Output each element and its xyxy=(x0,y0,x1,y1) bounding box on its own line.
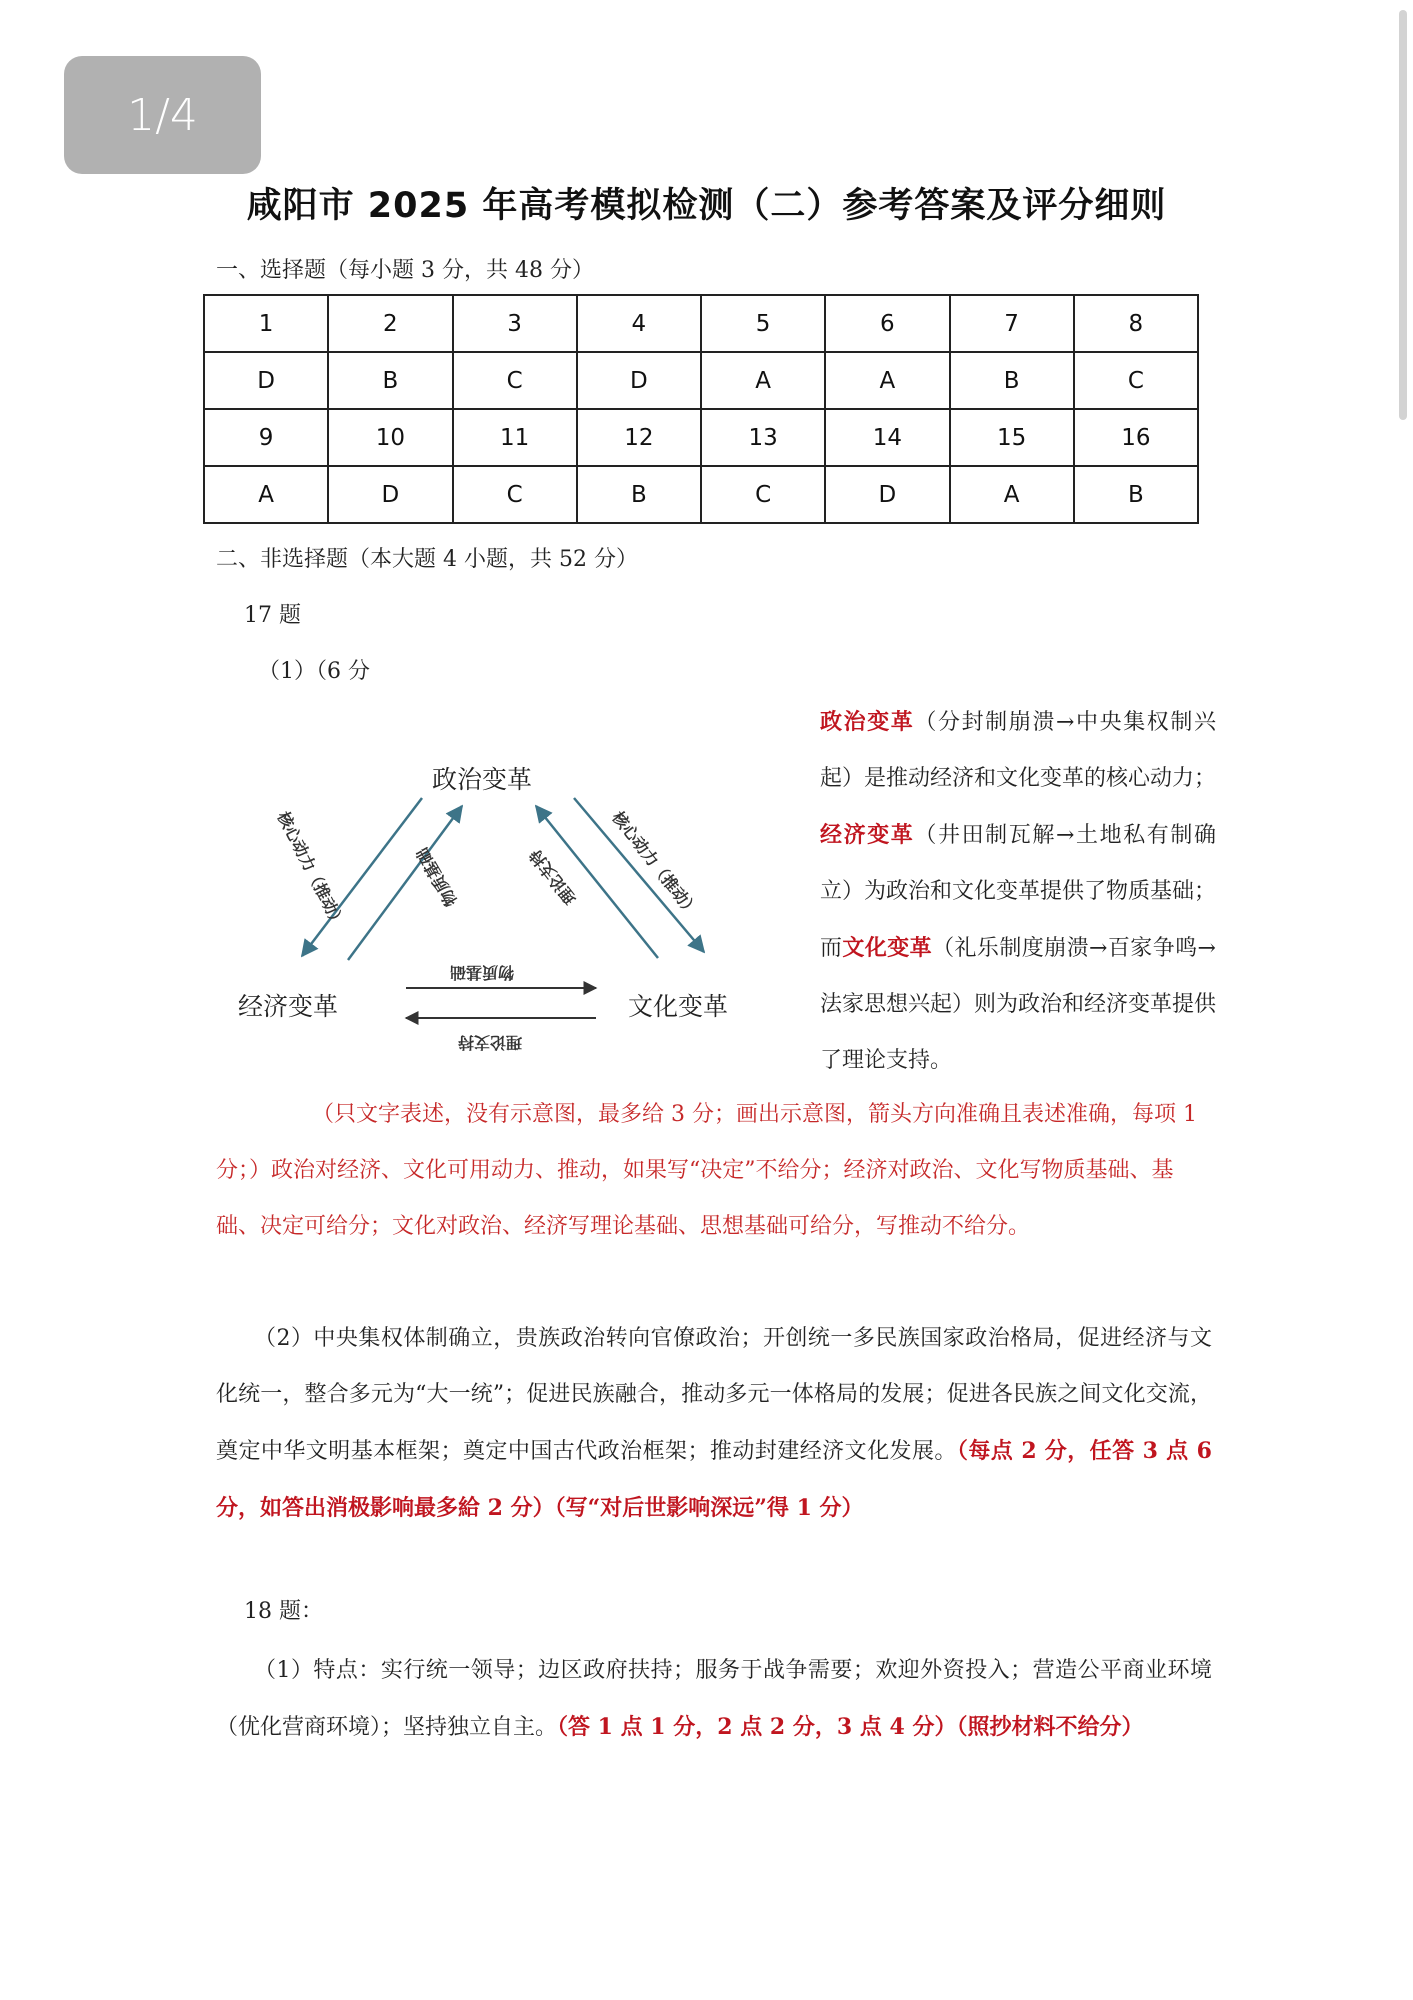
diagram-explanation xyxy=(768,694,1216,1089)
answer-cell: A xyxy=(950,466,1074,523)
explanation-text-1: （分封制崩溃→中央集权制兴起）是推动经济和文化变革的核心动力； xyxy=(820,710,1217,791)
q17-part1-label: （1）（6 分 xyxy=(258,659,370,684)
q18-part1-answer xyxy=(216,1643,1212,1756)
question-number-cell: 2 xyxy=(328,295,452,352)
explanation-text-3: （礼乐制度崩溃→百家争鸣→法家思想兴起）则为政治和经济变革提供了理论支持。 xyxy=(820,936,1217,1073)
diagram-node-culture: 文化变革 xyxy=(628,992,729,1021)
question-18-heading: 18 题： xyxy=(244,1599,323,1624)
answer-cell: C xyxy=(1074,352,1198,409)
question-number-cell: 7 xyxy=(950,295,1074,352)
answer-table xyxy=(203,294,1199,524)
answer-cell: B xyxy=(577,466,701,523)
question-number-cell: 4 xyxy=(577,295,701,352)
label-right-outer: 核心动力（推动） xyxy=(608,807,703,921)
term-economy: 经济变革 xyxy=(820,822,915,848)
answer-cell: D xyxy=(577,352,701,409)
answer-row xyxy=(204,466,1198,523)
q17-part2-rule: （每点 2 分，任答 3 点 6 分，如答出消极影响最多給 2 分）（写“对后世影响深远”得 1 分） xyxy=(216,1438,1212,1521)
section-heading-nonchoice: 二、非选择题（本大题 4 小题，共 52 分） xyxy=(216,547,638,572)
question-number-cell: 11 xyxy=(453,409,577,466)
label-left-outer: 核心动力（推动） xyxy=(273,808,349,932)
diagram-node-politics: 政治变革 xyxy=(432,765,533,794)
question-number-row xyxy=(204,295,1198,352)
question-17-heading: 17 题 xyxy=(244,603,301,628)
page-title: 咸阳市 2025 年高考模拟检测（二）参考答案及评分细则 xyxy=(246,186,1167,226)
arrow-politics-to-culture xyxy=(574,798,704,952)
label-right-inner: 理论支持 xyxy=(525,845,580,908)
label-left-inner: 物质基础 xyxy=(412,844,462,910)
answer-cell: A xyxy=(825,352,949,409)
question-number-cell: 3 xyxy=(453,295,577,352)
question-number-cell: 13 xyxy=(701,409,825,466)
q17-part2-text: （2）中央集权体制确立，贵族政治转向官僚政治；开创统一多民族国家政治格局，促进经济与文化统一，整合多元为“大一统”；促进民族融合，推动多元一体格局的发展；促进各民族之间文化交流，奠定中华文明基本框架；奠定中国古代政治框架；推动封建经济文化发展。 xyxy=(216,1326,1212,1464)
explanation-text-2: （井田制瓦解→土地私有制确立）为政治和文化变革提供了物质基础；而 xyxy=(820,823,1217,961)
answer-cell: B xyxy=(950,352,1074,409)
answer-cell: A xyxy=(701,352,825,409)
page-indicator: 1/4 xyxy=(64,56,261,174)
answer-cell: C xyxy=(701,466,825,523)
question-number-cell: 12 xyxy=(577,409,701,466)
label-bottom-bottom: 理论支持 xyxy=(458,1033,523,1052)
question-number-cell: 8 xyxy=(1074,295,1198,352)
question-number-cell: 14 xyxy=(825,409,949,466)
q17-part2-answer xyxy=(216,1311,1212,1537)
answer-cell: D xyxy=(204,352,328,409)
diagram-node-economy: 经济变革 xyxy=(238,992,339,1021)
question-number-cell: 1 xyxy=(204,295,328,352)
answer-cell: B xyxy=(1074,466,1198,523)
answer-row xyxy=(204,352,1198,409)
q18-part1-rule: （答 1 点 1 分，2 点 2 分，3 点 4 分）（照抄材料不给分） xyxy=(557,1714,1144,1740)
answer-cell: D xyxy=(825,466,949,523)
answer-cell: A xyxy=(204,466,328,523)
label-bottom-top: 物质基础 xyxy=(450,963,515,982)
question-number-cell: 10 xyxy=(328,409,452,466)
q17-part1-scoring-rule: （只文字表述，没有示意图，最多给 3 分；画出示意图，箭头方向准确且表述准确，每项 1 分；）政治对经济、文化可用动力、推动，如果写“决定”不给分；经济对政治、文化写物质基础、基础、决定可给分；文化对政治、经济写理论基础、思想基础可给分，写推动不给分。 xyxy=(216,1102,1197,1239)
question-number-cell: 6 xyxy=(825,295,949,352)
question-number-cell: 9 xyxy=(204,409,328,466)
term-culture: 文化变革 xyxy=(842,935,933,961)
answer-cell: C xyxy=(453,352,577,409)
answer-cell: B xyxy=(328,352,452,409)
question-number-cell: 16 xyxy=(1074,409,1198,466)
question-number-cell: 5 xyxy=(701,295,825,352)
answer-cell: C xyxy=(453,466,577,523)
section-heading-choice: 一、选择题（每小题 3 分，共 48 分） xyxy=(216,258,594,283)
question-number-cell: 15 xyxy=(950,409,1074,466)
question-number-row xyxy=(204,409,1198,466)
answer-cell: D xyxy=(328,466,452,523)
q18-part1-text: （1）特点：实行统一领导；边区政府扶持；服务于战争需要；欢迎外资投入；营造公平商业环境（优化营商环境）；坚持独立自主。 xyxy=(216,1658,1212,1740)
term-politics: 政治变革 xyxy=(820,709,915,735)
